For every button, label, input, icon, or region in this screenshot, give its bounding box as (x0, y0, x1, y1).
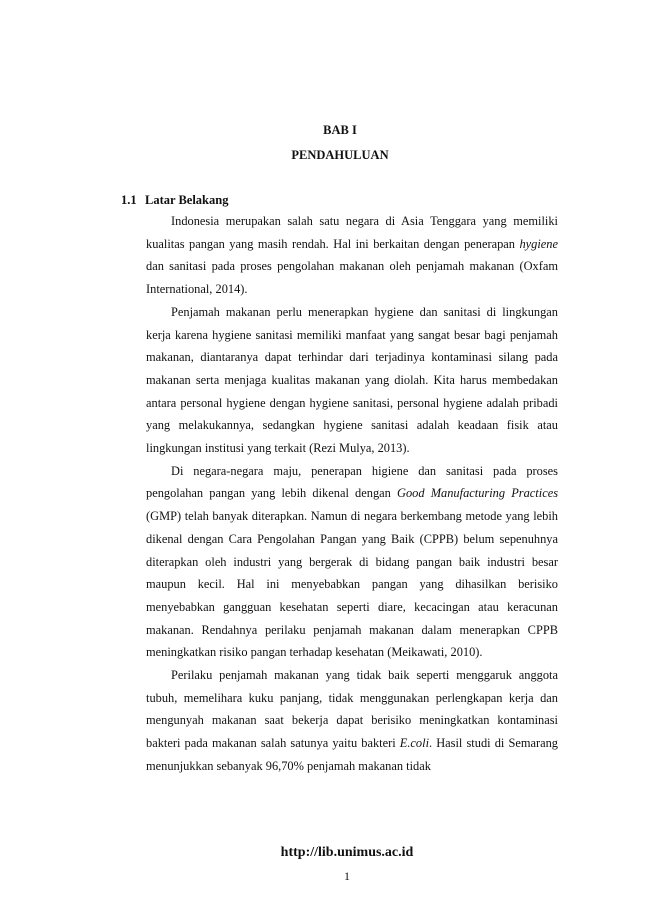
text-run: Penjamah makanan perlu menerapkan hygiene dan sanitasi di lingkungan kerja karena hygiene sanitasi memiliki manfaat yang sangat besar bagi penjamah makanan, diantaranya dapat terhindar dari terjadinya kontaminasi silang pada makanan serta menjaga kualitas makanan yang diolah. Kita harus membedakan antara personal hygiene dengan hygiene sanitasi, personal hygiene adalah pribadi yang melakukannya, sedangkan hygiene sanitasi adalah keadaan fisik atau lingkungan institusi yang terkait (Rezi Mulya, 2013). (146, 304, 558, 456)
section-number: 1.1 (121, 193, 137, 207)
chapter-number: BAB I (323, 123, 357, 137)
text-run: Di negara-negara maju, penerapan higiene dan sanitasi pada proses pengolahan pangan yang lebih dikenal dengan (146, 463, 558, 501)
italic-run: hygiene (519, 236, 558, 251)
paragraph (146, 664, 558, 778)
section-title: Latar Belakang (145, 193, 229, 207)
text-run: dan sanitasi pada proses pengolahan makanan oleh penjamah makanan (Oxfam International, 2014). (146, 259, 558, 297)
page-number: 1 (344, 869, 350, 883)
section-heading (121, 193, 228, 208)
italic-run: Good Manufacturing Practices (397, 486, 559, 501)
italic-run: E.coli (399, 736, 430, 751)
text-run: Indonesia merupakan salah satu negara di Asia Tenggara yang memiliki kualitas pangan yang masih rendah. Hal ini berkaitan dengan penerapan (146, 214, 558, 251)
paragraph (146, 210, 558, 301)
chapter-title: PENDAHULUAN (291, 148, 389, 162)
text-run: Perilaku penjamah makanan yang tidak baik seperti menggaruk anggota tubuh, memelihara kuku panjang, tidak menggunakan perlengkapan kerja dan mengunyah makanan saat bekerja dapat berisiko meningkatkan kontaminasi bakteri pada makanan salah satunya yaitu bakteri (146, 668, 558, 751)
paragraph (146, 301, 558, 460)
text-run: (GMP) telah banyak diterapkan. Namun di negara berkembang metode yang lebih dikenal dengan Cara Pengolahan Pangan yang Baik (CPPB) belum sepenuhnya diterapkan oleh industri yang bergerak di bidang pangan baik industri besar maupun kecil. Hal ini menyebabkan pangan yang dihasilkan berisiko menyebabkan gangguan kesehatan seperti diare, kecacingan atau keracunan makanan. Rendahnya perilaku penjamah makanan dalam menerapkan CPPB meningkatkan risiko pangan terhadap kesehatan (Meikawati, 2010). (146, 509, 558, 660)
text-run: . Hasil studi di Semarang menunjukkan sebanyak 96,70% penjamah makanan tidak (146, 736, 558, 773)
body-text (146, 210, 558, 778)
paragraph (146, 460, 558, 664)
footer-url: http://lib.unimus.ac.id (280, 845, 414, 860)
